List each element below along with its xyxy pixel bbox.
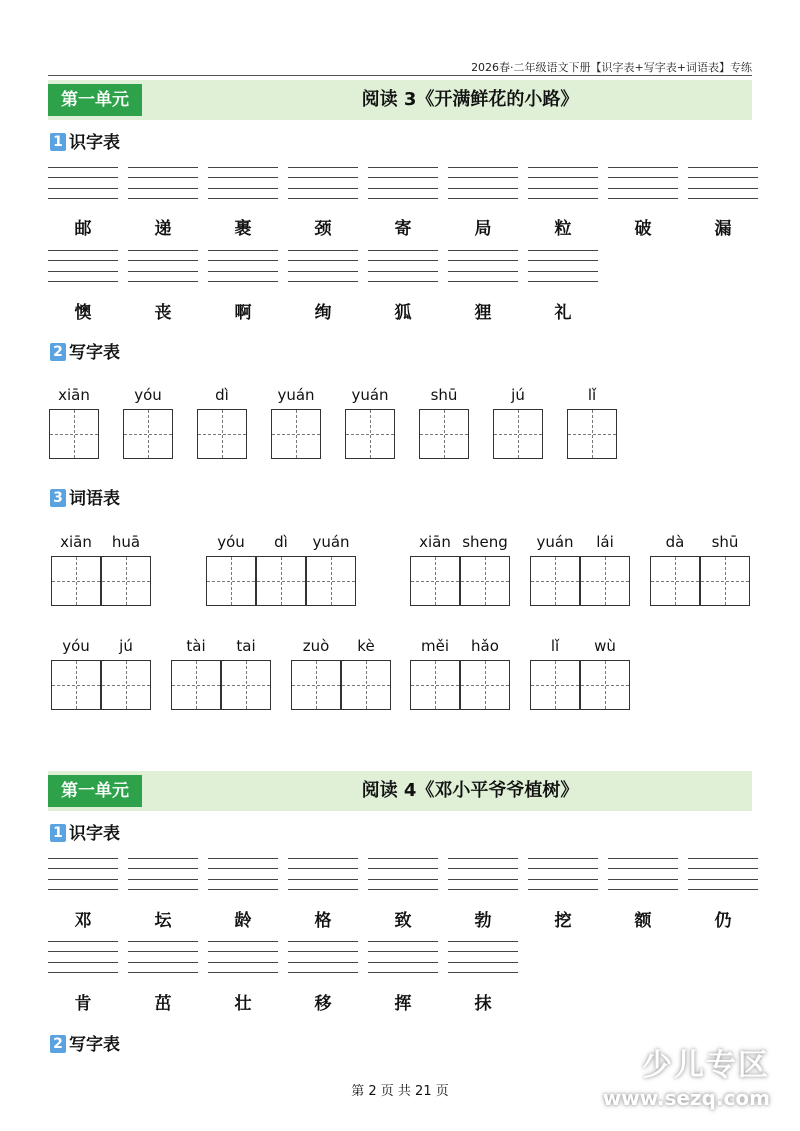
pinyin-line (48, 198, 118, 199)
character: 龄 (234, 911, 252, 931)
section-number: 1 (50, 824, 66, 842)
pinyin-line (528, 250, 598, 251)
pinyin-line (48, 868, 118, 869)
section-label: 写字表 (69, 1035, 120, 1055)
pinyin-line (528, 271, 598, 272)
pinyin-line (368, 177, 438, 178)
pinyin-line (208, 972, 278, 973)
pinyin-line (288, 250, 358, 251)
pinyin-line (288, 889, 358, 890)
character: 移 (314, 994, 332, 1014)
writing-box (530, 660, 580, 710)
pinyin-line (48, 250, 118, 251)
pinyin-line (448, 260, 518, 261)
pinyin-line (48, 271, 118, 272)
pinyin-line (208, 951, 278, 952)
pinyin-line (368, 250, 438, 251)
pinyin: yuán (536, 533, 574, 551)
pinyin-line (128, 198, 198, 199)
pinyin: xiān (60, 533, 92, 551)
pinyin-line (368, 858, 438, 859)
writing-box (51, 660, 101, 710)
pinyin-line (448, 941, 518, 942)
pinyin-line (528, 167, 598, 168)
character: 局 (474, 219, 492, 239)
pinyin-line (528, 198, 598, 199)
writing-box (291, 660, 341, 710)
section-heading (50, 132, 120, 154)
pinyin-line (608, 188, 678, 189)
pinyin: lǐ (550, 637, 560, 655)
pinyin-line (608, 198, 678, 199)
pinyin-line (208, 879, 278, 880)
pinyin: yuán (277, 386, 315, 404)
section-number: 1 (50, 133, 66, 151)
writing-box (580, 660, 630, 710)
section-label: 写字表 (69, 343, 120, 363)
character: 礼 (554, 303, 572, 323)
pinyin: xiān (419, 533, 451, 551)
pinyin-line (448, 198, 518, 199)
pinyin-line (208, 188, 278, 189)
pinyin-line (368, 951, 438, 952)
character: 致 (394, 911, 412, 931)
section-label: 词语表 (69, 489, 120, 509)
section-heading (50, 1034, 120, 1056)
pinyin-line (688, 167, 758, 168)
character: 茁 (154, 994, 172, 1014)
character: 懊 (74, 303, 92, 323)
pinyin-line (128, 858, 198, 859)
writing-box (650, 556, 700, 606)
pinyin: zuò (302, 637, 330, 655)
writing-box (410, 556, 460, 606)
pinyin: dà (665, 533, 685, 551)
pinyin-line (688, 879, 758, 880)
pinyin-line (448, 167, 518, 168)
pinyin-line (128, 972, 198, 973)
character: 抹 (474, 994, 492, 1014)
pinyin-line (688, 868, 758, 869)
pinyin-line (288, 868, 358, 869)
section-heading (50, 488, 120, 510)
writing-box (221, 660, 271, 710)
pinyin: sheng (462, 533, 508, 551)
writing-box (410, 660, 460, 710)
pinyin-line (608, 177, 678, 178)
unit-badge: 第一单元 (48, 775, 142, 807)
pinyin-line (48, 972, 118, 973)
character: 坛 (154, 911, 172, 931)
pinyin-line (128, 868, 198, 869)
section-number: 2 (50, 343, 66, 361)
pinyin-line (448, 868, 518, 869)
pinyin: jú (511, 386, 525, 404)
pinyin-line (288, 962, 358, 963)
pinyin-line (448, 889, 518, 890)
pinyin-line (688, 889, 758, 890)
pinyin-line (48, 889, 118, 890)
pinyin: jú (119, 637, 133, 655)
unit-badge: 第一单元 (48, 84, 142, 116)
pinyin-line (528, 868, 598, 869)
pinyin-line (528, 858, 598, 859)
section-number: 2 (50, 1035, 66, 1053)
pinyin: lǐ (587, 386, 597, 404)
pinyin-line (48, 941, 118, 942)
pinyin-line (368, 260, 438, 261)
pinyin: měi (420, 637, 449, 655)
pinyin-line (448, 188, 518, 189)
header-rule (48, 75, 752, 76)
pinyin-line (288, 951, 358, 952)
pinyin-line (288, 972, 358, 973)
section-label: 识字表 (69, 824, 120, 844)
pinyin-line (128, 962, 198, 963)
character: 漏 (714, 219, 732, 239)
watermark-url: www.sezq.com (602, 1086, 770, 1110)
pinyin-line (528, 177, 598, 178)
character: 仍 (714, 911, 732, 931)
pinyin-line (208, 177, 278, 178)
writing-box (460, 556, 510, 606)
lesson-title: 阅读 4《邓小平爷爷植树》 (361, 780, 579, 801)
pinyin-line (208, 167, 278, 168)
pinyin-line (448, 962, 518, 963)
pinyin-line (368, 879, 438, 880)
section-label: 识字表 (69, 133, 120, 153)
pinyin-line (128, 941, 198, 942)
writing-box (567, 409, 617, 459)
lesson-title: 阅读 3《开满鲜花的小路》 (361, 89, 579, 110)
writing-box (123, 409, 173, 459)
pinyin-line (288, 260, 358, 261)
character: 绚 (314, 303, 332, 323)
pinyin-line (128, 167, 198, 168)
character: 狐 (394, 303, 412, 323)
pinyin-line (128, 889, 198, 890)
pinyin-line (288, 188, 358, 189)
character: 壮 (234, 994, 252, 1014)
section-heading (50, 823, 120, 845)
writing-box (49, 409, 99, 459)
pinyin-line (528, 281, 598, 282)
character: 额 (634, 911, 652, 931)
pinyin-line (208, 198, 278, 199)
pinyin-line (288, 167, 358, 168)
pinyin-line (368, 868, 438, 869)
writing-box (171, 660, 221, 710)
pinyin-line (208, 868, 278, 869)
pinyin-line (368, 167, 438, 168)
writing-box (197, 409, 247, 459)
pinyin-line (48, 951, 118, 952)
pinyin: yóu (217, 533, 245, 551)
pinyin-line (48, 188, 118, 189)
pinyin-line (128, 951, 198, 952)
writing-box (101, 556, 151, 606)
pinyin-line (528, 879, 598, 880)
pinyin-line (368, 271, 438, 272)
pinyin-line (128, 281, 198, 282)
writing-box (306, 556, 356, 606)
pinyin: dì (215, 386, 229, 404)
pinyin-line (48, 177, 118, 178)
pinyin-line (48, 962, 118, 963)
pinyin-line (208, 260, 278, 261)
pinyin-line (288, 879, 358, 880)
pinyin-line (208, 962, 278, 963)
pinyin-line (288, 177, 358, 178)
pinyin-line (448, 271, 518, 272)
pinyin: shū (430, 386, 458, 404)
pinyin-line (608, 868, 678, 869)
pinyin: hǎo (471, 637, 499, 655)
character: 挥 (394, 994, 412, 1014)
writing-box (493, 409, 543, 459)
writing-box (460, 660, 510, 710)
pinyin-line (288, 281, 358, 282)
section-heading (50, 342, 120, 364)
pinyin-line (368, 188, 438, 189)
pinyin-line (448, 858, 518, 859)
pinyin-line (48, 281, 118, 282)
page-footer: 第 2 页 共 21 页 (351, 1084, 449, 1099)
pinyin-line (48, 167, 118, 168)
pinyin: shū (711, 533, 739, 551)
pinyin: dì (274, 533, 288, 551)
character: 破 (634, 219, 652, 239)
pinyin-line (208, 250, 278, 251)
pinyin-line (448, 951, 518, 952)
pinyin-line (208, 281, 278, 282)
watermark-title: 少儿专区 (642, 1048, 770, 1083)
pinyin-line (448, 281, 518, 282)
pinyin-line (688, 858, 758, 859)
pinyin-line (128, 188, 198, 189)
pinyin-line (688, 177, 758, 178)
pinyin-line (528, 260, 598, 261)
character: 裹 (234, 219, 252, 239)
writing-box (419, 409, 469, 459)
section-number: 3 (50, 489, 66, 507)
writing-box (530, 556, 580, 606)
character: 递 (154, 219, 172, 239)
pinyin-line (208, 889, 278, 890)
character: 粒 (554, 219, 572, 239)
pinyin-line (368, 962, 438, 963)
pinyin-line (608, 167, 678, 168)
pinyin: yuán (312, 533, 350, 551)
pinyin-line (368, 198, 438, 199)
pinyin-line (448, 972, 518, 973)
pinyin-line (288, 271, 358, 272)
pinyin: yóu (134, 386, 162, 404)
writing-box (580, 556, 630, 606)
pinyin-line (688, 198, 758, 199)
pinyin-line (48, 879, 118, 880)
pinyin-line (608, 858, 678, 859)
pinyin-line (688, 188, 758, 189)
pinyin-line (48, 858, 118, 859)
character: 寄 (394, 219, 412, 239)
pinyin: tai (236, 637, 256, 655)
character: 肯 (74, 994, 92, 1014)
character: 挖 (554, 911, 572, 931)
writing-box (101, 660, 151, 710)
character: 邓 (74, 911, 92, 931)
pinyin-line (288, 198, 358, 199)
writing-box (256, 556, 306, 606)
pinyin-line (128, 271, 198, 272)
pinyin: xiān (58, 386, 90, 404)
character: 格 (314, 911, 332, 931)
pinyin: kè (357, 637, 375, 655)
pinyin-line (608, 879, 678, 880)
lesson-banner (48, 771, 752, 811)
writing-box (51, 556, 101, 606)
writing-box (341, 660, 391, 710)
writing-box (206, 556, 256, 606)
pinyin-line (128, 177, 198, 178)
pinyin-line (128, 250, 198, 251)
pinyin-line (448, 250, 518, 251)
pinyin-line (368, 972, 438, 973)
pinyin-line (208, 941, 278, 942)
pinyin-line (448, 879, 518, 880)
watermark (603, 1040, 770, 1110)
pinyin: wù (594, 637, 616, 655)
pinyin-line (208, 858, 278, 859)
pinyin: yóu (62, 637, 90, 655)
writing-box (271, 409, 321, 459)
pinyin: huā (111, 533, 141, 551)
pinyin-line (448, 177, 518, 178)
pinyin-line (368, 889, 438, 890)
pinyin-line (48, 260, 118, 261)
character: 啊 (234, 303, 252, 323)
character: 颈 (314, 219, 332, 239)
pinyin-line (368, 281, 438, 282)
writing-box (345, 409, 395, 459)
pinyin-line (288, 858, 358, 859)
pinyin: tài (186, 637, 206, 655)
pinyin: yuán (351, 386, 389, 404)
pinyin-line (528, 889, 598, 890)
character: 邮 (74, 219, 92, 239)
pinyin-line (528, 188, 598, 189)
character: 丧 (154, 303, 172, 323)
pinyin-line (368, 941, 438, 942)
writing-box (700, 556, 750, 606)
pinyin: lái (596, 533, 614, 551)
lesson-banner (48, 80, 752, 120)
pinyin-line (128, 260, 198, 261)
character: 狸 (474, 303, 492, 323)
page-header: 2026春·二年级语文下册【识字表+写字表+词语表】专练 (471, 61, 752, 74)
pinyin-line (288, 941, 358, 942)
character: 勃 (474, 911, 492, 931)
pinyin-line (608, 889, 678, 890)
pinyin-line (128, 879, 198, 880)
pinyin-line (208, 271, 278, 272)
